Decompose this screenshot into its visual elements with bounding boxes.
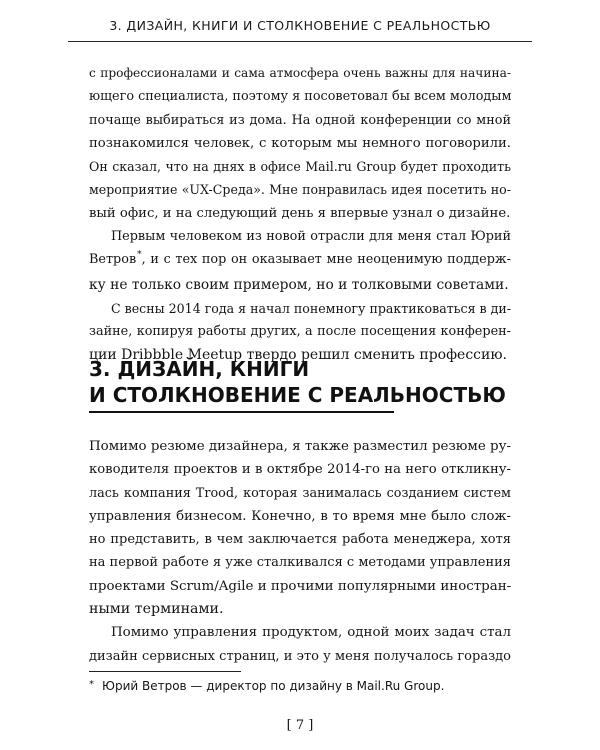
text-line: Помимо резюме дизайнера, я также разместил резюме ру- — [89, 439, 511, 454]
paragraph — [89, 62, 511, 225]
text-line: Помимо управления продуктом, одной моих задач стал — [111, 625, 511, 641]
paragraph — [89, 621, 511, 668]
running-head-rule — [68, 41, 532, 42]
text-line: познакомился человек, с которым мы немного поговорили. — [89, 135, 511, 151]
text-block-bottom — [89, 435, 511, 668]
text-line: С весны 2014 года я начал понемногу практиковаться в ди- — [111, 300, 512, 316]
footnote-text: Юрий Ветров — директор по дизайну в Mail.Ru Group. — [102, 679, 445, 693]
running-head: 3. ДИЗАЙН, КНИГИ И СТОЛКНОВЕНИЕ С РЕАЛЬНОСТЬЮ — [109, 18, 491, 33]
footnote — [89, 679, 511, 693]
footnote-star: * — [89, 679, 94, 690]
text-line: ющего специалиста, поэтому я посоветовал бы всем молодым — [89, 89, 512, 105]
text-line: с профессионалами и сама атмосфера очень важны для начина- — [89, 66, 511, 80]
text-line: ку не только своим примером, но и толковыми советами. — [89, 276, 509, 293]
paragraph — [89, 435, 511, 621]
section-heading — [89, 356, 506, 408]
text-line: лась компания Trood, которая занималась созданием систем — [89, 485, 511, 501]
section-heading-line: И СТОЛКНОВЕНИЕ С РЕАЛЬНОСТЬЮ — [89, 383, 506, 407]
text-line: ными терминами. — [89, 601, 224, 618]
text-line: управления бизнесом. Конечно, в то время мне было слож- — [89, 508, 511, 524]
text-line: но представить, в чем заключается работа менеджера, хотя — [89, 532, 511, 548]
text-line: вый офис, и на следующий день я впервые узнал о дизайне. — [89, 205, 511, 221]
text-line: на первой работе я уже сталкивался с методами управления — [89, 555, 511, 571]
text-line: ководителя проектов и в октябре 2014-го на него откликну- — [89, 462, 511, 478]
footnote-marker[interactable]: * — [137, 250, 142, 261]
text-line: проектами Scrum/Agile и прочими популярными иностран- — [89, 578, 512, 594]
text-line-with-footnote — [89, 248, 511, 273]
page-number: [ 7 ] — [286, 718, 314, 733]
text-line: Первым человеком из новой отрасли для меня стал Юрий — [111, 229, 511, 245]
section-heading-underline — [89, 411, 394, 413]
text-line: почаще выбираться из дома. На одной конференции со мной — [89, 112, 511, 128]
text-line: Он сказал, что на днях в офисе Mail.ru Group будет проходить — [89, 159, 511, 175]
text-line: дизайн сервисных страниц, и это у меня получалось гораздо — [89, 648, 511, 664]
text-line: ции Dribbble Meetup твердо решил сменить профессию. — [89, 346, 507, 363]
text-fragment: , и с тех пор он оказывает мне неоценимую поддерж- — [141, 252, 511, 268]
footnote-rule — [89, 671, 241, 672]
paragraph — [89, 225, 511, 297]
footnote-anchor-word: Ветров — [89, 252, 137, 268]
text-line: зайне, копируя работы других, а после посещения конферен- — [89, 324, 511, 340]
text-block-top — [89, 62, 511, 367]
text-line: мероприятие «UX-Среда». Мне понравилась идея посетить но- — [89, 182, 511, 198]
section-heading-line: 3. ДИЗАЙН, КНИГИ — [89, 357, 310, 381]
